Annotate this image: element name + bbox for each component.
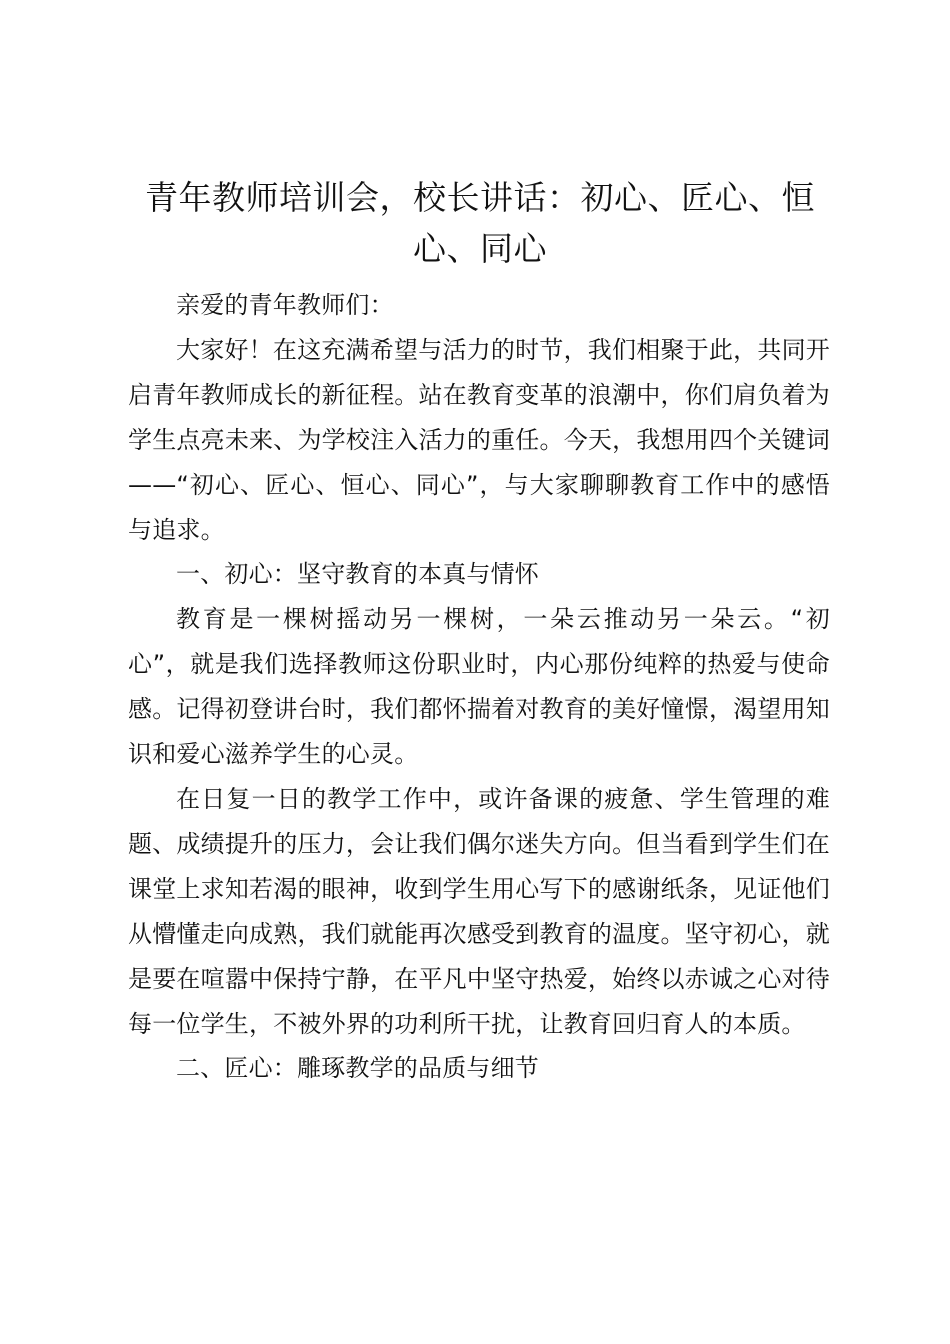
document-title: 青年教师培训会，校长讲话：初心、匠心、恒心、同心 xyxy=(145,178,815,268)
salutation: 亲爱的青年教师们： xyxy=(176,291,394,319)
section-1-paragraph-2: 在日复一日的教学工作中，或许备课的疲惫、学生管理的难题、成绩提升的压力，会让我们偶尔迷失方向。但当看到学生们在课堂上求知若渴的眼神，收到学生用心写下的感谢纸条，见证他们从懵懂走向成熟，我们就能再次感受到教育的温度。坚守初心，就是要在喧嚣中保持宁静，在平凡中坚守热爱，始终以赤诚之心对待每一位学生，不被外界的功利所干扰，让教育回归育人的本质。 xyxy=(128,784,830,1038)
section-heading-2: 二、匠心：雕琢教学的品质与细节 xyxy=(176,1054,539,1083)
section-1-paragraph-1: 教育是一棵树摇动另一棵树，一朵云推动另一朵云。“初心”，就是我们选择教师这份职业时，内心那份纯粹的热爱与使命感。记得初登讲台时，我们都怀揣着对教育的美好憧憬，渴望用知识和爱心滋养学生的心灵。 xyxy=(128,605,830,769)
document-body xyxy=(128,283,830,1091)
opening-paragraph: 大家好！在这充满希望与活力的时节，我们相聚于此，共同开启青年教师成长的新征程。站在教育变革的浪潮中，你们肩负着为学生点亮未来、为学校注入活力的重任。今天，我想用四个关键词——“初心、匠心、恒心、同心”，与大家聊聊教育工作中的感悟与追求。 xyxy=(128,335,830,544)
section-heading-1: 一、初心：坚守教育的本真与情怀 xyxy=(176,560,539,589)
